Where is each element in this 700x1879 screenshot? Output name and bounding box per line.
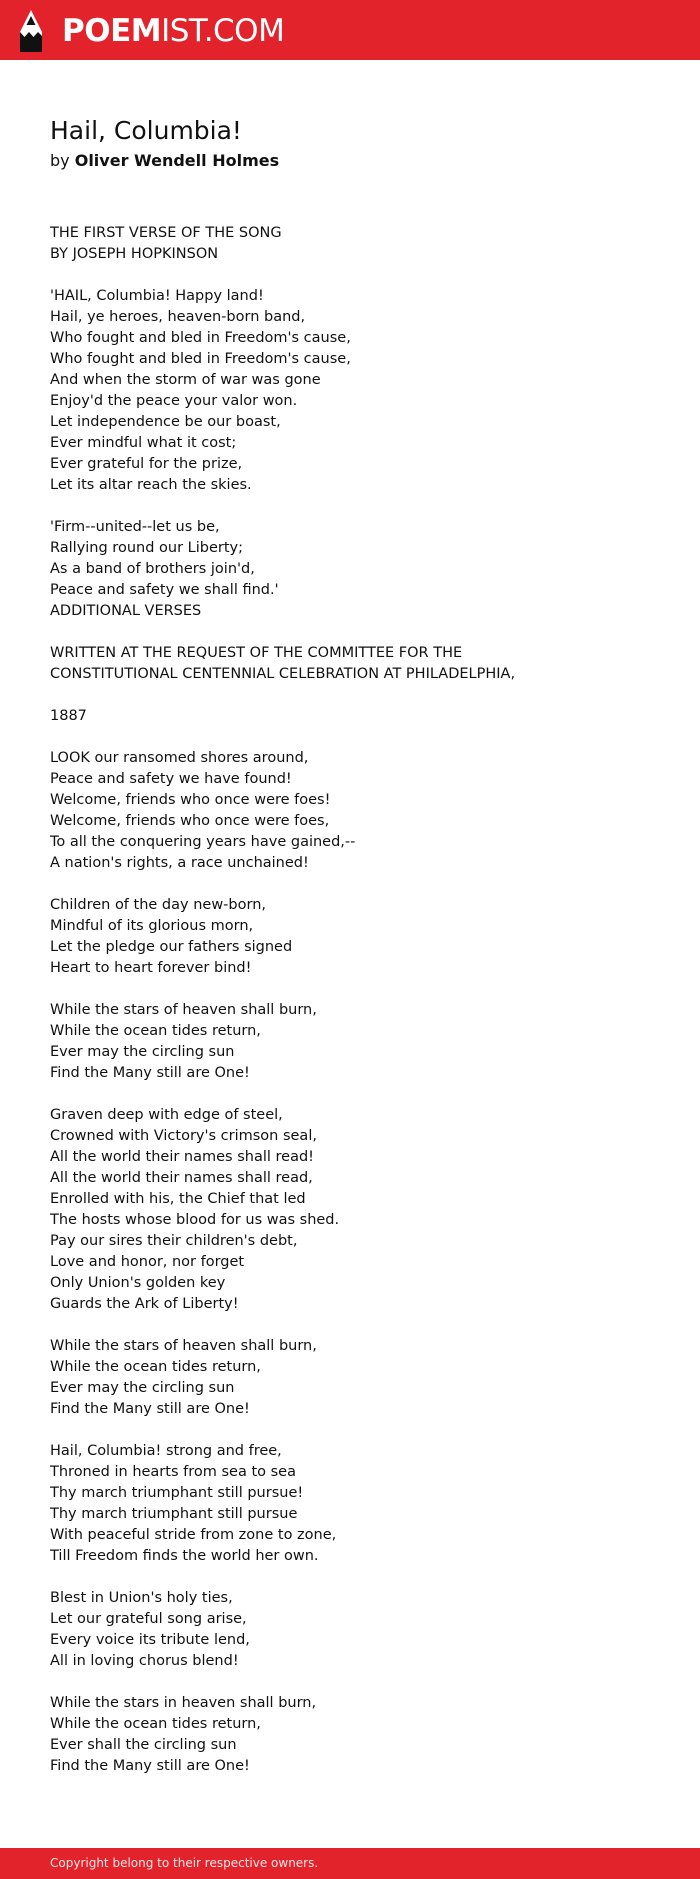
logo-wordmark (62, 10, 284, 52)
byline-prefix: by (50, 151, 70, 170)
poem-byline (50, 150, 650, 172)
copyright-text: Copyright belong to their respective owners. (50, 1856, 319, 1870)
site-logo[interactable] (18, 10, 284, 52)
logo-wordmark-bold: POEM (62, 13, 162, 49)
logo-wordmark-light: IST.COM (161, 13, 285, 49)
poem-text: THE FIRST VERSE OF THE SONG BY JOSEPH HOPKINSON 'HAIL, Columbia! Happy land! Hail, ye heroes, heaven-born band, Who fought and bled in Freedom's cause, Who fought and bled in Freedom's cause, And when the storm of war was gone Enjoy'd the peace your valor won. Let independence be our boast, Ever mindful what it cost; Ever grateful for the prize, Let its altar reach the skies. 'Firm--united--let us be, Rallying round our Liberty; As a band of brothers join'd, Peace and safety we shall find.' ADDITIONAL VERSES WRITTEN AT THE REQUEST OF THE COMMITTEE FOR THE CONSTITUTIONAL CENTENNIAL CELEBRATION AT PHILADELPHIA, 1887 LOOK our ransomed shores around, Peace and safety we have found! Welcome, friends who once were foes! Welcome, friends who once were foes, To all the conquering years have gained,-- A nation's rights, a race unchained! Children of the day new-born, Mindful of its glorious morn, Let the pledge our fathers signed Heart to heart forever bind! While the stars of heaven shall burn, While the ocean tides return, Ever may the circling sun Find the Many still are One! Graven deep with edge of steel, Crowned with Victory's crimson seal, All the world their names shall read! All the world their names shall read, Enrolled with his, the Chief that led The hosts whose blood for us was shed. Pay our sires their children's debt, Love and honor, nor forget Only Union's golden key Guards the Ark of Liberty! While the stars of heaven shall burn, While the ocean tides return, Ever may the circling sun Find the Many still are One! Hail, Columbia! strong and free, Throned in hearts from sea to sea Thy march triumphant still pursue! Thy march triumphant still pursue With peaceful stride from zone to zone, Till Freedom finds the world her own. Blest in Union's holy ties, Let our grateful song arise, Every voice its tribute lend, All in loving chorus blend! While the stars in heaven shall burn, While the ocean tides return, Ever shall the circling sun Find the Many still are One! (50, 225, 516, 1774)
pencil-icon (18, 10, 44, 52)
poem-content (50, 114, 650, 1777)
site-header (0, 0, 700, 60)
poem-author-link[interactable]: Oliver Wendell Holmes (74, 151, 280, 170)
site-footer (0, 1848, 700, 1879)
poem-title: Hail, Columbia! (50, 116, 242, 145)
